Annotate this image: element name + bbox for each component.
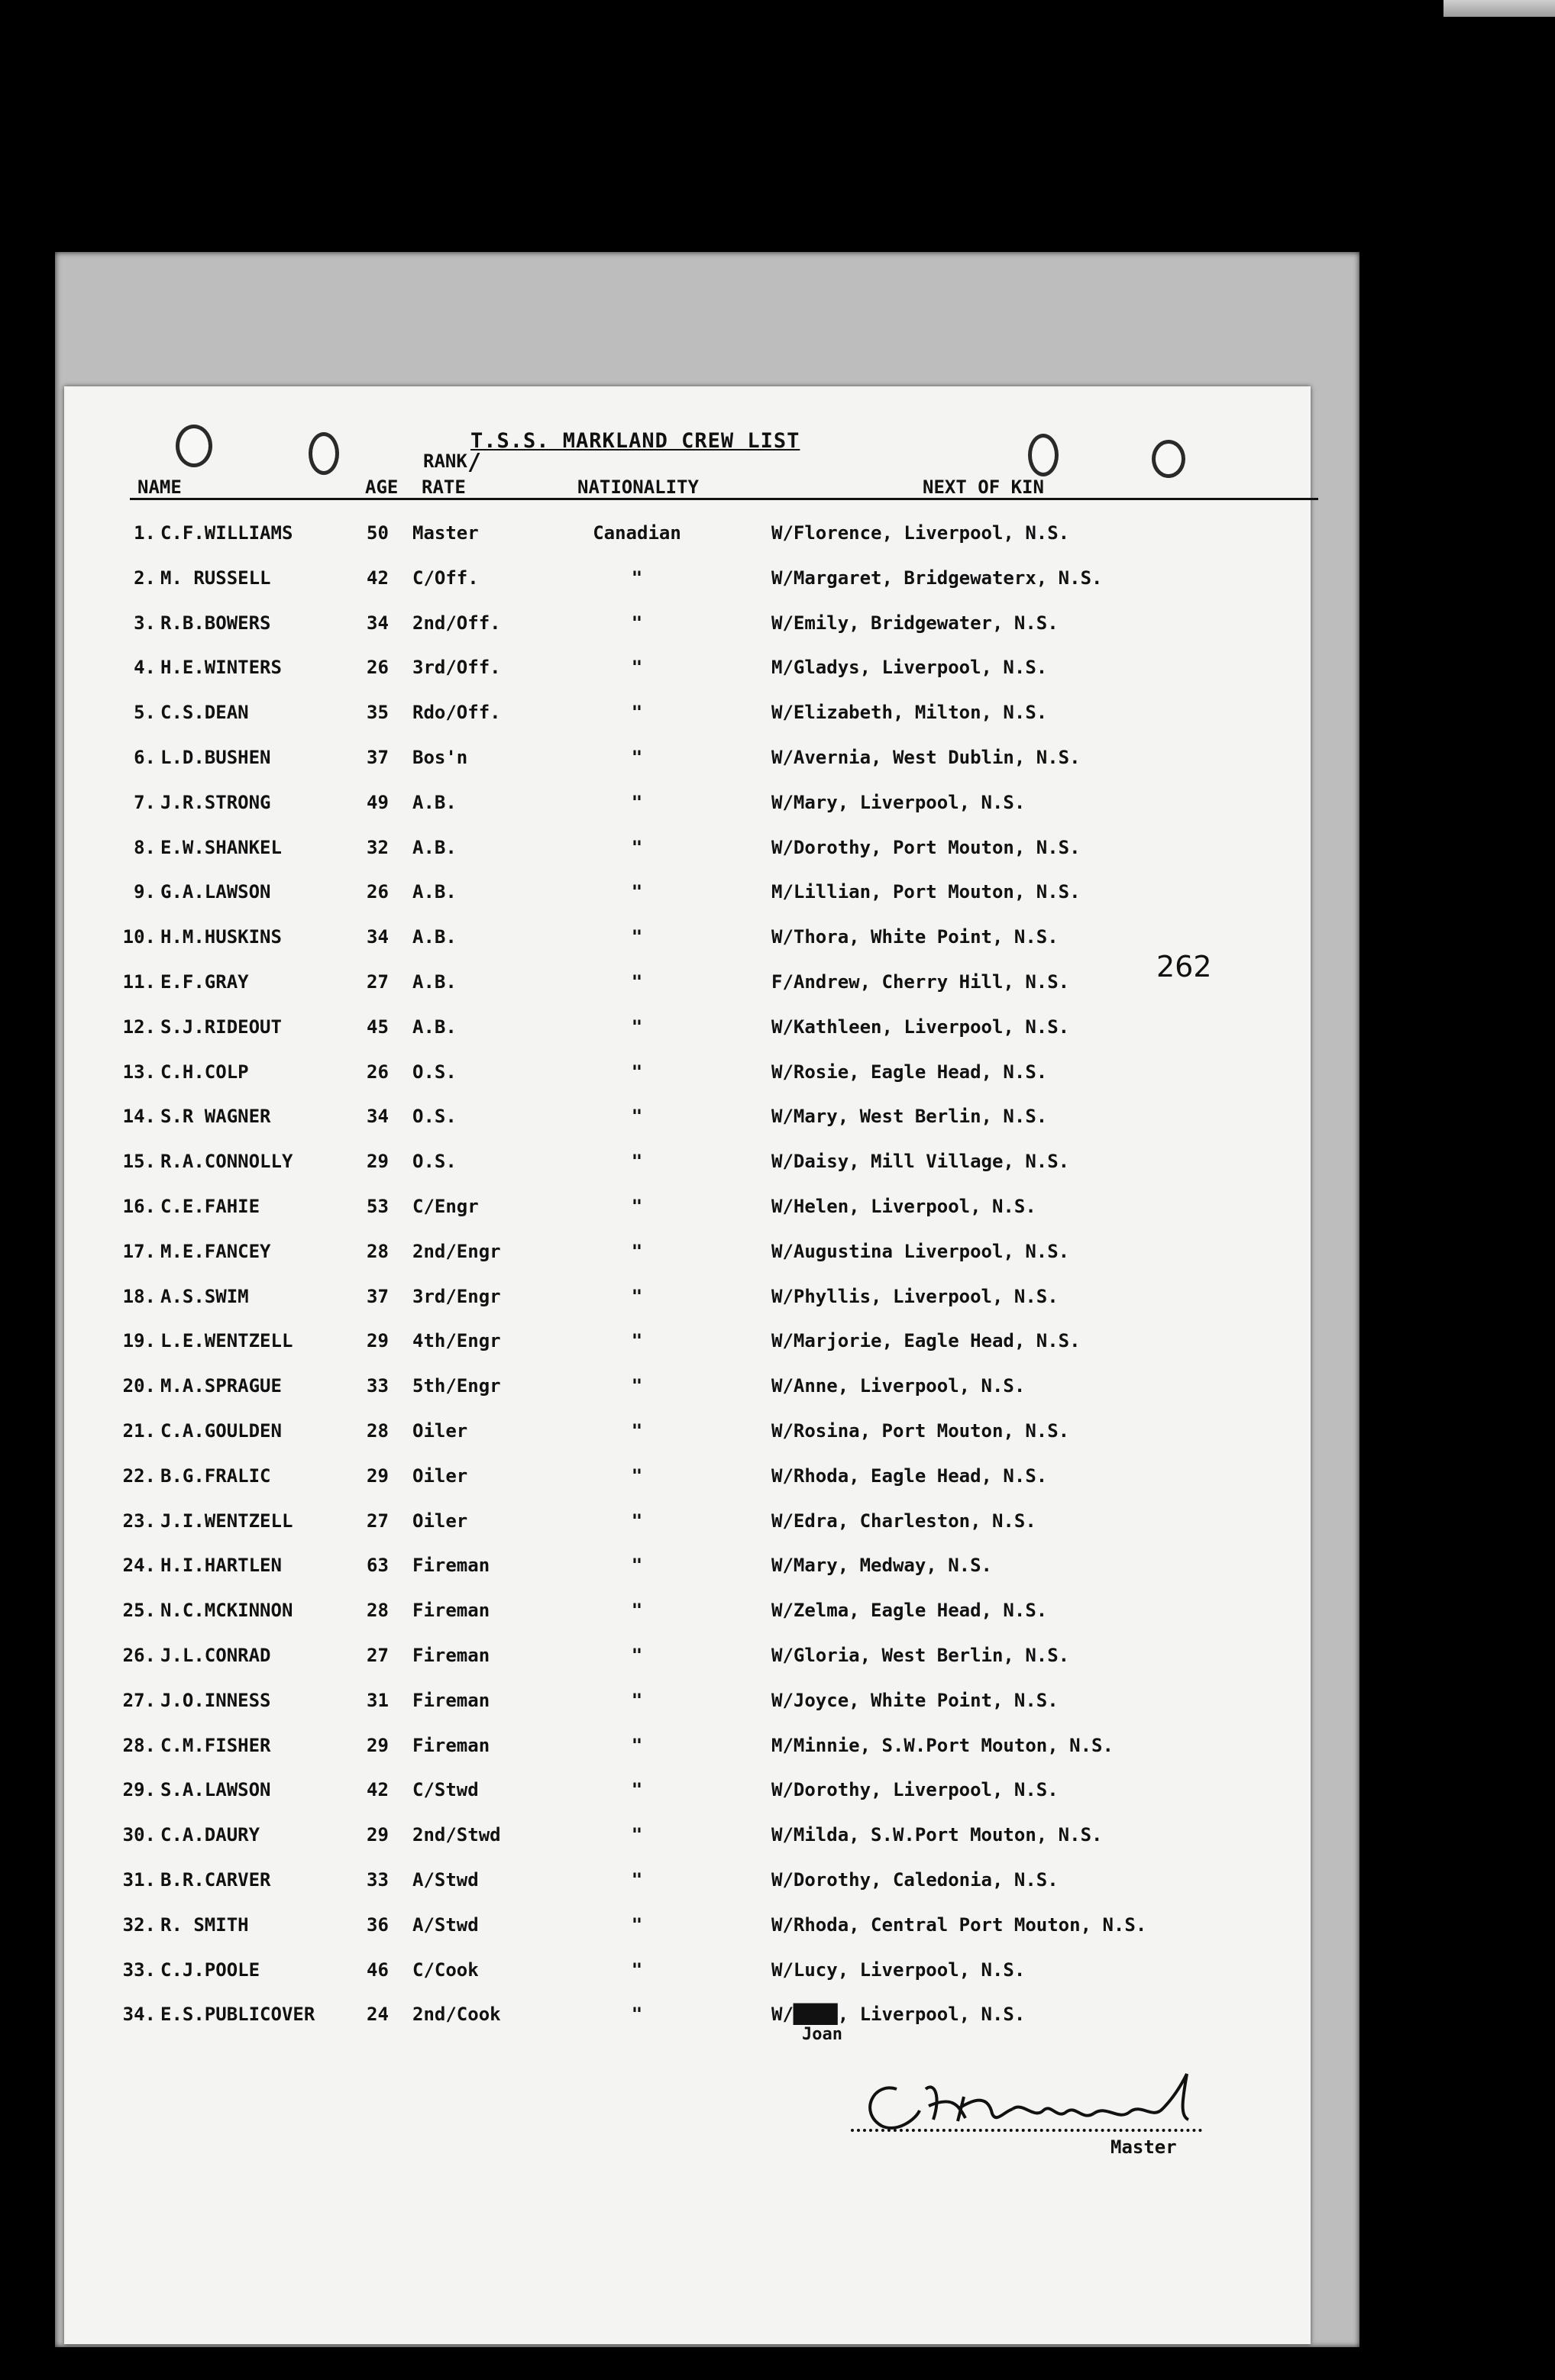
crew-nationality: " [631, 1600, 643, 1622]
crew-age: 27 [367, 1510, 389, 1532]
crew-next-of-kin: W/Augustina Liverpool, N.S. [771, 1240, 1070, 1262]
crew-age: 32 [367, 836, 389, 858]
crew-rate: 2nd/Cook [412, 2004, 501, 2026]
row-number: 9. [134, 881, 156, 903]
crew-age: 29 [367, 1824, 389, 1846]
crew-nationality: " [631, 2004, 643, 2026]
crew-rate: A.B. [412, 881, 457, 903]
row-number: 5. [134, 702, 156, 724]
crew-nationality: " [631, 1913, 643, 1936]
crew-age: 37 [367, 747, 389, 768]
crew-rate: 3rd/Engr [412, 1285, 501, 1307]
row-number: 11. [122, 971, 156, 993]
header-name: NAME [137, 476, 182, 498]
crew-rate: Oiler [412, 1510, 468, 1532]
crew-name: C.J.POOLE [160, 1959, 260, 1981]
crew-next-of-kin: W/Mary, Medway, N.S. [771, 1555, 992, 1577]
crew-age: 31 [367, 1689, 389, 1711]
row-number: 25. [122, 1600, 156, 1622]
crew-name: C.S.DEAN [160, 702, 249, 724]
crew-next-of-kin: W/Rhoda, Eagle Head, N.S. [771, 1464, 1048, 1487]
crew-next-of-kin: W/Dorothy, Caledonia, N.S. [771, 1869, 1059, 1891]
crew-age: 26 [367, 657, 389, 679]
crew-nationality: " [631, 1016, 643, 1038]
crew-age: 33 [367, 1375, 389, 1397]
crew-next-of-kin: W/Daisy, Mill Village, N.S. [771, 1151, 1070, 1173]
crew-next-of-kin: W/Lucy, Liverpool, N.S. [771, 1959, 1026, 1981]
signature-title: Master [1110, 2136, 1177, 2158]
row-number: 29. [122, 1779, 156, 1801]
crew-age: 26 [367, 1061, 389, 1083]
crew-name: J.R.STRONG [160, 791, 271, 813]
crew-rate: A.B. [412, 791, 457, 813]
crew-rate: Rdo/Off. [412, 702, 501, 724]
crew-name: S.J.RIDEOUT [160, 1016, 282, 1038]
crew-rate: O.S. [412, 1151, 457, 1173]
crew-age: 34 [367, 1106, 389, 1128]
table-row [64, 1959, 1311, 2004]
row-number: 19. [122, 1330, 156, 1352]
crew-age: 45 [367, 1016, 389, 1038]
crew-rate: A/Stwd [412, 1869, 479, 1891]
table-row [64, 926, 1311, 970]
crew-nationality: " [631, 657, 643, 679]
table-row [64, 1241, 1311, 1285]
crew-age: 37 [367, 1285, 389, 1307]
row-number: 22. [122, 1464, 156, 1487]
crew-next-of-kin: W/Mary, Liverpool, N.S. [771, 791, 1026, 813]
crew-age: 34 [367, 926, 389, 948]
row-number: 28. [122, 1734, 156, 1756]
crew-name: M.A.SPRAGUE [160, 1375, 282, 1397]
crew-name: S.A.LAWSON [160, 1779, 271, 1801]
crew-nationality: " [631, 747, 643, 768]
crew-rate: 2nd/Engr [412, 1240, 501, 1262]
crew-age: 49 [367, 791, 389, 813]
crew-nationality: " [631, 1645, 643, 1666]
crew-age: 28 [367, 1600, 389, 1622]
crew-age: 24 [367, 2004, 389, 2026]
crew-name: E.S.PUBLICOVER [160, 2004, 315, 2026]
crew-rate: Fireman [412, 1689, 490, 1711]
crew-rate: C/Engr [412, 1196, 479, 1217]
crew-nationality: " [631, 1779, 643, 1801]
table-row [64, 1645, 1311, 1689]
crew-nationality: " [631, 1734, 643, 1756]
crew-name: M. RUSSELL [160, 567, 271, 589]
crew-nationality: " [631, 1151, 643, 1173]
row-number: 27. [122, 1689, 156, 1711]
crew-age: 34 [367, 612, 389, 634]
crew-age: 29 [367, 1734, 389, 1756]
crew-name: N.C.MCKINNON [160, 1600, 293, 1622]
adjacent-page-edge [1443, 0, 1555, 17]
crew-next-of-kin: W/Rosina, Port Mouton, N.S. [771, 1420, 1070, 1442]
table-row [64, 2004, 1311, 2048]
crew-next-of-kin: W/Rhoda, Central Port Mouton, N.S. [771, 1913, 1147, 1936]
crew-nationality: " [631, 1285, 643, 1307]
crew-rate: A/Stwd [412, 1913, 479, 1936]
crew-next-of-kin: W/Joyce, White Point, N.S. [771, 1689, 1059, 1711]
row-number: 1. [134, 522, 156, 544]
row-number: 14. [122, 1106, 156, 1128]
crew-next-of-kin: W/Anne, Liverpool, N.S. [771, 1375, 1026, 1397]
signature-line [851, 2129, 1202, 2132]
row-number: 8. [134, 836, 156, 858]
punch-hole [309, 432, 339, 475]
crew-next-of-kin: W/Edra, Charleston, N.S. [771, 1510, 1036, 1532]
crew-name: C.A.GOULDEN [160, 1420, 282, 1442]
row-number: 16. [122, 1196, 156, 1217]
crew-name: C.M.FISHER [160, 1734, 271, 1756]
crew-age: 63 [367, 1555, 389, 1577]
row-number: 31. [122, 1869, 156, 1891]
crew-age: 42 [367, 567, 389, 589]
crew-name: H.M.HUSKINS [160, 926, 282, 948]
crew-rate: 2nd/Stwd [412, 1824, 501, 1846]
crew-age: 29 [367, 1464, 389, 1487]
page-title: T.S.S. MARKLAND CREW LIST [470, 429, 800, 453]
crew-next-of-kin: W/Emily, Bridgewater, N.S. [771, 612, 1059, 634]
crew-next-of-kin: W/Mary, West Berlin, N.S. [771, 1106, 1048, 1128]
crew-name: C.F.WILLIAMS [160, 522, 293, 544]
crew-rate: A.B. [412, 1016, 457, 1038]
table-row [64, 971, 1311, 1016]
table-row [64, 1196, 1311, 1240]
crew-name: E.W.SHANKEL [160, 836, 282, 858]
crew-nationality: " [631, 1196, 643, 1217]
crew-age: 42 [367, 1779, 389, 1801]
crew-nationality: " [631, 836, 643, 858]
crew-nationality: " [631, 1959, 643, 1981]
crew-next-of-kin: W/Avernia, West Dublin, N.S. [771, 747, 1081, 768]
crew-rate: A.B. [412, 836, 457, 858]
row-number: 15. [122, 1151, 156, 1173]
crew-rate: 2nd/Off. [412, 612, 501, 634]
crew-name: R. SMITH [160, 1913, 249, 1936]
crew-nationality: " [631, 1330, 643, 1352]
crew-nationality: " [631, 1464, 643, 1487]
crew-next-of-kin: W/Gloria, West Berlin, N.S. [771, 1645, 1070, 1666]
table-row [64, 1914, 1311, 1959]
crew-nationality: " [631, 1420, 643, 1442]
row-number: 18. [122, 1285, 156, 1307]
crew-rate: Oiler [412, 1420, 468, 1442]
crew-next-of-kin: F/Andrew, Cherry Hill, N.S. [771, 971, 1070, 993]
kin-correction: Joan [802, 2025, 842, 2044]
crew-name: R.A.CONNOLLY [160, 1151, 293, 1173]
crew-age: 28 [367, 1420, 389, 1442]
table-row [64, 792, 1311, 836]
table-row [64, 1106, 1311, 1150]
row-number: 4. [134, 657, 156, 679]
punch-hole [1028, 434, 1059, 476]
table-row [64, 1510, 1311, 1555]
table-row [64, 881, 1311, 925]
crew-name: C.A.DAURY [160, 1824, 260, 1846]
table-row [64, 567, 1311, 612]
crew-age: 29 [367, 1151, 389, 1173]
crew-rate: Fireman [412, 1555, 490, 1577]
crew-age: 29 [367, 1330, 389, 1352]
crew-name: R.B.BOWERS [160, 612, 271, 634]
row-number: 23. [122, 1510, 156, 1532]
crew-next-of-kin: W/Thora, White Point, N.S. [771, 926, 1059, 948]
crew-next-of-kin: W/Kathleen, Liverpool, N.S. [771, 1016, 1070, 1038]
table-row [64, 1286, 1311, 1330]
table-row [64, 1061, 1311, 1106]
crew-nationality: " [631, 1106, 643, 1128]
crew-name: J.L.CONRAD [160, 1645, 271, 1666]
row-number: 6. [134, 747, 156, 768]
table-row [64, 522, 1311, 567]
crew-nationality: " [631, 1061, 643, 1083]
row-number: 34. [122, 2004, 156, 2026]
crew-next-of-kin: W/Milda, S.W.Port Mouton, N.S. [771, 1824, 1103, 1846]
row-number: 21. [122, 1420, 156, 1442]
crew-rate: Fireman [412, 1734, 490, 1756]
crew-rate: Bos'n [412, 747, 468, 768]
row-number: 20. [122, 1375, 156, 1397]
crew-age: 46 [367, 1959, 389, 1981]
table-row [64, 1735, 1311, 1779]
crew-age: 26 [367, 881, 389, 903]
rank-label: RANK [423, 450, 467, 472]
punch-hole [1152, 440, 1185, 478]
crew-name: H.E.WINTERS [160, 657, 282, 679]
table-row [64, 1151, 1311, 1195]
table-row [64, 1555, 1311, 1599]
crew-name: E.F.GRAY [160, 971, 249, 993]
crew-rate: O.S. [412, 1106, 457, 1128]
crew-nationality: " [631, 791, 643, 813]
crew-next-of-kin: W/Dorothy, Port Mouton, N.S. [771, 836, 1081, 858]
crew-nationality: Canadian [593, 522, 681, 544]
crew-age: 35 [367, 702, 389, 724]
crew-next-of-kin: W/Elizabeth, Milton, N.S. [771, 702, 1048, 724]
crew-next-of-kin: W/Dorothy, Liverpool, N.S. [771, 1779, 1059, 1801]
crew-nationality: " [631, 1240, 643, 1262]
crew-nationality: " [631, 1555, 643, 1577]
crew-age: 27 [367, 1645, 389, 1666]
crew-age: 33 [367, 1869, 389, 1891]
crew-nationality: " [631, 1510, 643, 1532]
table-row [64, 1690, 1311, 1734]
row-number: 2. [134, 567, 156, 589]
row-number: 10. [122, 926, 156, 948]
crew-rate: 4th/Engr [412, 1330, 501, 1352]
crew-rate: C/Off. [412, 567, 479, 589]
crew-name: J.I.WENTZELL [160, 1510, 293, 1532]
crew-next-of-kin: M/Lillian, Port Mouton, N.S. [771, 881, 1081, 903]
crew-nationality: " [631, 1375, 643, 1397]
crew-list-page [64, 386, 1311, 2344]
crew-name: B.R.CARVER [160, 1869, 271, 1891]
crew-nationality: " [631, 702, 643, 724]
row-number: 32. [122, 1913, 156, 1936]
row-number: 7. [134, 791, 156, 813]
crew-next-of-kin: W/Helen, Liverpool, N.S. [771, 1196, 1036, 1217]
crew-nationality: " [631, 567, 643, 589]
crew-next-of-kin: M/Minnie, S.W.Port Mouton, N.S. [771, 1734, 1114, 1756]
row-number: 24. [122, 1555, 156, 1577]
crew-age: 50 [367, 522, 389, 544]
table-row [64, 1016, 1311, 1061]
crew-name: A.S.SWIM [160, 1285, 249, 1307]
crew-next-of-kin: W/████, Liverpool, N.S. [771, 2004, 1026, 2026]
table-row [64, 1869, 1311, 1913]
crew-rate: Fireman [412, 1600, 490, 1622]
table-row [64, 1779, 1311, 1823]
row-number: 12. [122, 1016, 156, 1038]
header-next-of-kin: NEXT OF KIN [923, 476, 1044, 498]
crew-rate: A.B. [412, 971, 457, 993]
crew-age: 36 [367, 1913, 389, 1936]
table-row [64, 1600, 1311, 1644]
crew-nationality: " [631, 881, 643, 903]
crew-age: 28 [367, 1240, 389, 1262]
crew-name: J.O.INNESS [160, 1689, 271, 1711]
crew-rate: C/Stwd [412, 1779, 479, 1801]
crew-age: 27 [367, 971, 389, 993]
table-row [64, 657, 1311, 701]
crew-name: C.E.FAHIE [160, 1196, 260, 1217]
row-number: 13. [122, 1061, 156, 1083]
crew-name: H.I.HARTLEN [160, 1555, 282, 1577]
crew-nationality: " [631, 1869, 643, 1891]
row-number: 17. [122, 1240, 156, 1262]
crew-next-of-kin: W/Florence, Liverpool, N.S. [771, 522, 1070, 544]
table-row [64, 1420, 1311, 1464]
table-row [64, 1824, 1311, 1868]
crew-rate: O.S. [412, 1061, 457, 1083]
table-row [64, 702, 1311, 746]
crew-nationality: " [631, 971, 643, 993]
crew-rate: 5th/Engr [412, 1375, 501, 1397]
table-row [64, 747, 1311, 791]
crew-nationality: " [631, 612, 643, 634]
crew-name: G.A.LAWSON [160, 881, 271, 903]
crew-next-of-kin: W/Phyllis, Liverpool, N.S. [771, 1285, 1059, 1307]
crew-age: 53 [367, 1196, 389, 1217]
crew-rate: Oiler [412, 1464, 468, 1487]
crew-name: S.R WAGNER [160, 1106, 271, 1128]
row-number: 33. [122, 1959, 156, 1981]
table-row [64, 1465, 1311, 1510]
crew-next-of-kin: W/Zelma, Eagle Head, N.S. [771, 1600, 1048, 1622]
crew-name: C.H.COLP [160, 1061, 249, 1083]
crew-rate: Fireman [412, 1645, 490, 1666]
header-rate: RATE [422, 476, 466, 498]
crew-nationality: " [631, 1689, 643, 1711]
row-number: 30. [122, 1824, 156, 1846]
crew-rate: Master [412, 522, 479, 544]
crew-rate: C/Cook [412, 1959, 479, 1981]
crew-nationality: " [631, 926, 643, 948]
header-age: AGE [365, 476, 399, 498]
crew-next-of-kin: M/Gladys, Liverpool, N.S. [771, 657, 1048, 679]
crew-next-of-kin: W/Margaret, Bridgewaterx, N.S. [771, 567, 1103, 589]
crew-next-of-kin: W/Marjorie, Eagle Head, N.S. [771, 1330, 1081, 1352]
crew-name: M.E.FANCEY [160, 1240, 271, 1262]
punch-hole [176, 425, 212, 467]
table-row [64, 1375, 1311, 1419]
table-row [64, 837, 1311, 881]
rank-slash: / [467, 449, 482, 476]
crew-nationality: " [631, 1824, 643, 1846]
crew-name: L.D.BUSHEN [160, 747, 271, 768]
table-row [64, 1330, 1311, 1374]
crew-name: B.G.FRALIC [160, 1464, 271, 1487]
crew-rate: A.B. [412, 926, 457, 948]
crew-name: L.E.WENTZELL [160, 1330, 293, 1352]
row-number: 3. [134, 612, 156, 634]
header-nationality: NATIONALITY [577, 476, 699, 498]
header-rule [130, 498, 1318, 500]
crew-rate: 3rd/Off. [412, 657, 501, 679]
table-row [64, 612, 1311, 657]
row-number: 26. [122, 1645, 156, 1666]
crew-next-of-kin: W/Rosie, Eagle Head, N.S. [771, 1061, 1048, 1083]
page-number-stamp: 262 [1156, 950, 1212, 983]
